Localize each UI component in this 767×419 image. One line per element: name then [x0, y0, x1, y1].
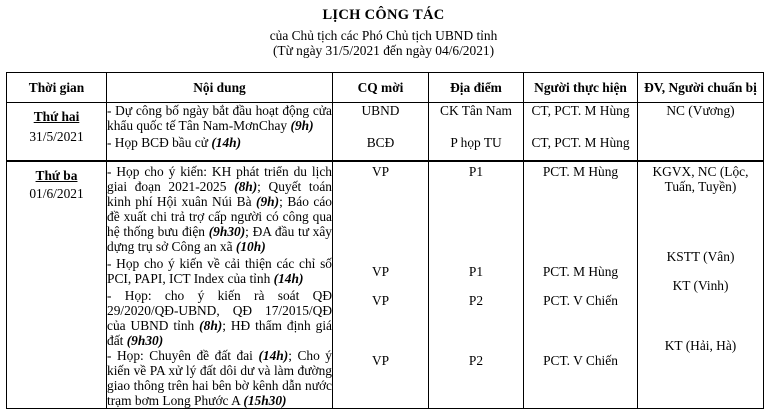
schedule-subtitle: của Chủ tịch các Phó Chủ tịch UBND tỉnh: [269, 28, 498, 43]
performer-cell: [524, 161, 638, 409]
inviter-value: VP: [371, 163, 390, 179]
performer-value: PCT. M Hùng: [542, 263, 619, 279]
preparer-value: KT (Vinh): [672, 277, 729, 293]
preparer-value: KSTT (Vân): [666, 248, 735, 264]
item-text: - Dự công bố ngày bắt đầu hoạt động cửa khẩu quốc tế Tân Nam-MơnChay: [107, 103, 332, 133]
location-value: P2: [468, 352, 484, 368]
inviter-value: BCĐ: [366, 135, 395, 150]
performer-value: PCT. M Hùng: [542, 163, 619, 179]
day-name: Thứ ba: [35, 167, 78, 183]
table-header-row: [7, 73, 764, 103]
performer-value: PCT. V Chiến: [543, 292, 618, 308]
table-row: [7, 103, 764, 161]
col-header-inviter: CQ mời: [333, 73, 429, 103]
item-content: - Họp cho ý kiến về cải thiện các chỉ số PCI, PAPI, ICT Index của tỉnh (14h): [107, 255, 332, 286]
col-header-content: Nội dung: [107, 73, 333, 103]
table-row: [7, 161, 764, 409]
col-header-preparer: ĐV, Người chuẩn bị: [638, 73, 764, 103]
location-cell: [429, 103, 524, 161]
preparer-value: KT (Hải, Hà): [664, 337, 737, 353]
preparer-cell: [638, 103, 764, 161]
schedule-date-range: (Từ ngày 31/5/2021 đến ngày 04/6/2021): [272, 43, 495, 58]
preparer-cell: [638, 161, 764, 409]
inviter-value: VP: [371, 352, 390, 368]
inviter-cell: [333, 161, 429, 409]
item-time: (14h): [211, 135, 242, 150]
location-value: CK Tân Nam: [440, 103, 512, 118]
content-cell: [107, 103, 333, 161]
item-content: - Họp cho ý kiến: KH phát triển du lịch giai đoạn 2021-2025 (8h); Quyết toán kinh phí Hội xuân Núi Bà (9h); Báo cáo đề xuất chi trả trợ cấp người có công qua hệ thống bưu điện (9h30); ĐA đầu tư xây dựng trụ sở Công an xã (10h): [107, 163, 333, 254]
performer-value: CT, PCT. M Hùng: [531, 103, 630, 118]
performer-value: PCT. V Chiến: [543, 352, 618, 368]
day-date: 31/5/2021: [29, 129, 84, 144]
item-content: - Họp: Chuyên đề đất đai (14h); Cho ý kiến về PA xử lý đất dôi dư và làm đường giao thông trên hai bên bờ kênh dẫn nước trạm bơm Long Phước A (15h30): [107, 347, 332, 408]
inviter-cell: [333, 103, 429, 161]
inviter-value: VP: [371, 292, 390, 308]
col-header-location: Địa điểm: [429, 73, 524, 103]
performer-value: CT, PCT. M Hùng: [531, 135, 630, 150]
day-cell: [7, 103, 107, 161]
location-value: P1: [468, 263, 484, 279]
day-date: 01/6/2021: [29, 185, 84, 201]
content-cell: [107, 161, 333, 409]
day-cell: [7, 161, 107, 409]
performer-cell: [524, 103, 638, 161]
schedule-table: [6, 72, 764, 409]
col-header-time: Thời gian: [7, 73, 107, 103]
preparer-value: NC (Vương): [666, 103, 735, 118]
location-value: P2: [468, 292, 484, 308]
location-value: P họp TU: [450, 135, 502, 150]
col-header-performer: Người thực hiện: [524, 73, 638, 103]
preparer-value: KGVX, NC (Lộc, Tuấn, Tuyền): [652, 163, 749, 194]
schedule-title: LỊCH CÔNG TÁC: [322, 7, 445, 23]
location-value: P1: [468, 163, 484, 179]
day-name: Thứ hai: [33, 109, 80, 124]
item-time: (9h): [290, 118, 314, 133]
item-content: - Họp: cho ý kiến rà soát QĐ 29/2020/QĐ-UBND, QĐ 17/2015/QĐ của UBND tỉnh (8h); HĐ thẩm định giá đất (9h30): [107, 287, 332, 348]
inviter-value: UBND: [361, 103, 400, 118]
inviter-value: VP: [371, 263, 390, 279]
item-text: - Họp BCĐ bầu cử: [107, 135, 212, 150]
location-cell: [429, 161, 524, 409]
